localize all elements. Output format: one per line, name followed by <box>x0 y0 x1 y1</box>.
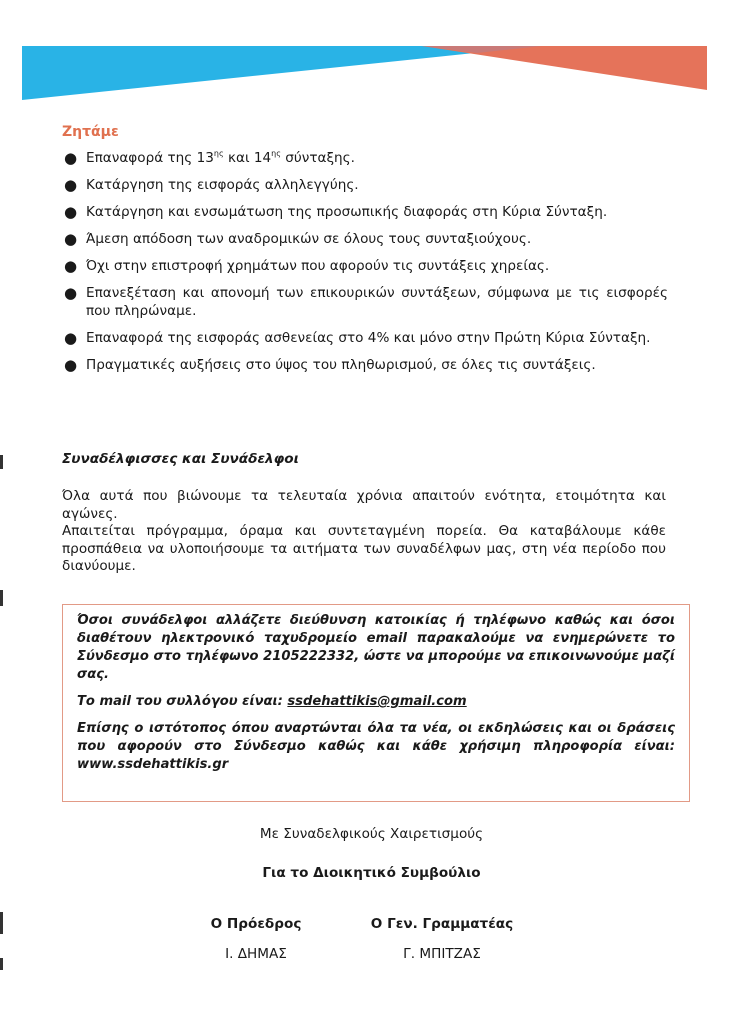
bullet-icon: ● <box>64 230 78 248</box>
president-title: Ο Πρόεδρος <box>210 916 302 932</box>
scan-margin-mark <box>0 912 3 934</box>
list-item: ● Πραγματικές αυξήσεις στο ύψος του πληθωρισμού, σε όλες τις συντάξεις. <box>64 355 596 374</box>
list-item: ● Άμεση απόδοση των αναδρομικών σε όλους τους συνταξιούχους. <box>64 230 532 248</box>
banner-blue-band <box>22 46 542 100</box>
bullet-icon: ● <box>64 284 78 302</box>
bullet-icon: ● <box>64 328 78 347</box>
scan-margin-mark <box>0 958 3 970</box>
email-link[interactable]: ssdehattikis@gmail.com <box>287 694 467 709</box>
list-item: ● Επανεξέταση και απονομή των επικουρικών συντάξεων, σύμφωνα με τις εισφορές που πληρώναμε. <box>64 284 668 319</box>
bullet-icon: ● <box>64 257 78 275</box>
board-signature: Για το Διοικητικό Συμβούλιο <box>262 865 481 881</box>
salutation-heading: Συναδέλφισσες και Συνάδελφοι <box>62 451 299 467</box>
body-paragraph-2: Απαιτείται πρόγραμμα, όραμα και συντεταγμένη πορεία. Θα καταβάλουμε κάθε προσπάθεια να υλοποιήσουμε τα αιτήματα των συναδέλφων μας, στη νέα περίοδο που διανύουμε. <box>62 523 666 574</box>
list-item: ● Κατάργηση της εισφοράς αλληλεγγύης. <box>64 176 359 194</box>
body-paragraph-1: Όλα αυτά που βιώνουμε τα τελευταία χρόνια απαιτούν ενότητα, ετοιμότητα και αγώνες. <box>62 488 666 522</box>
bullet-icon: ● <box>64 203 78 221</box>
president-name: Ι. ΔΗΜΑΣ <box>225 946 287 962</box>
list-item: ● Κατάργηση και ενσωμάτωση της προσωπικής διαφοράς στη Κύρια Σύνταξη. <box>64 203 608 221</box>
bullet-icon: ● <box>64 176 78 194</box>
banner-coral-band <box>422 46 707 90</box>
header-banner <box>22 46 707 100</box>
bullet-icon: ● <box>64 355 78 374</box>
secretary-title: Ο Γεν. Γραμματέας <box>370 916 514 932</box>
list-item: ● Επαναφορά της εισφοράς ασθενείας στο 4% και μόνο στην Πρώτη Κύρια Σύνταξη. <box>64 328 651 347</box>
scan-margin-mark <box>0 455 3 469</box>
scan-margin-mark <box>0 590 3 606</box>
secretary-name: Γ. ΜΠΙΤΖΑΣ <box>403 946 481 962</box>
contact-notice-box <box>62 604 690 802</box>
list-item: ● Όχι στην επιστροφή χρημάτων που αφορούν τις συντάξεις χηρείας. <box>64 257 550 275</box>
demands-list <box>62 150 668 384</box>
notice-contact-update: Όσοι συνάδελφοι αλλάζετε διεύθυνση κατοικίας ή τηλέφωνο καθώς και όσοι διαθέτουν ηλεκτρονικό ταχυδρομείο email παρακαλούμε να ενημερώνετε το Σύνδεσμο στο τηλέφωνο 2105222332, ώστε να μπορούμε να επικοινωνούμε μαζί σας. <box>77 613 675 682</box>
notice-website: Επίσης ο ιστότοπος όπου αναρτώνται όλα τα νέα, οι εκδηλώσεις και οι δράσεις που αφορούν στο Σύνδεσμο καθώς και κάθε χρήσιμη πληροφορία είναι: www.ssdehattikis.gr <box>77 721 675 772</box>
bullet-icon: ● <box>64 149 78 167</box>
email-label: Το mail του συλλόγου είναι: <box>77 694 288 709</box>
closing-greeting: Με Συναδελφικούς Χαιρετισμούς <box>259 826 484 842</box>
demands-title: Ζητάμε <box>62 124 119 140</box>
list-item: ● Επαναφορά της $13^{\eta\varsigma}$ και $14^{\eta\varsigma}$ σύνταξης. <box>64 149 355 167</box>
notice-email-line <box>77 693 675 711</box>
